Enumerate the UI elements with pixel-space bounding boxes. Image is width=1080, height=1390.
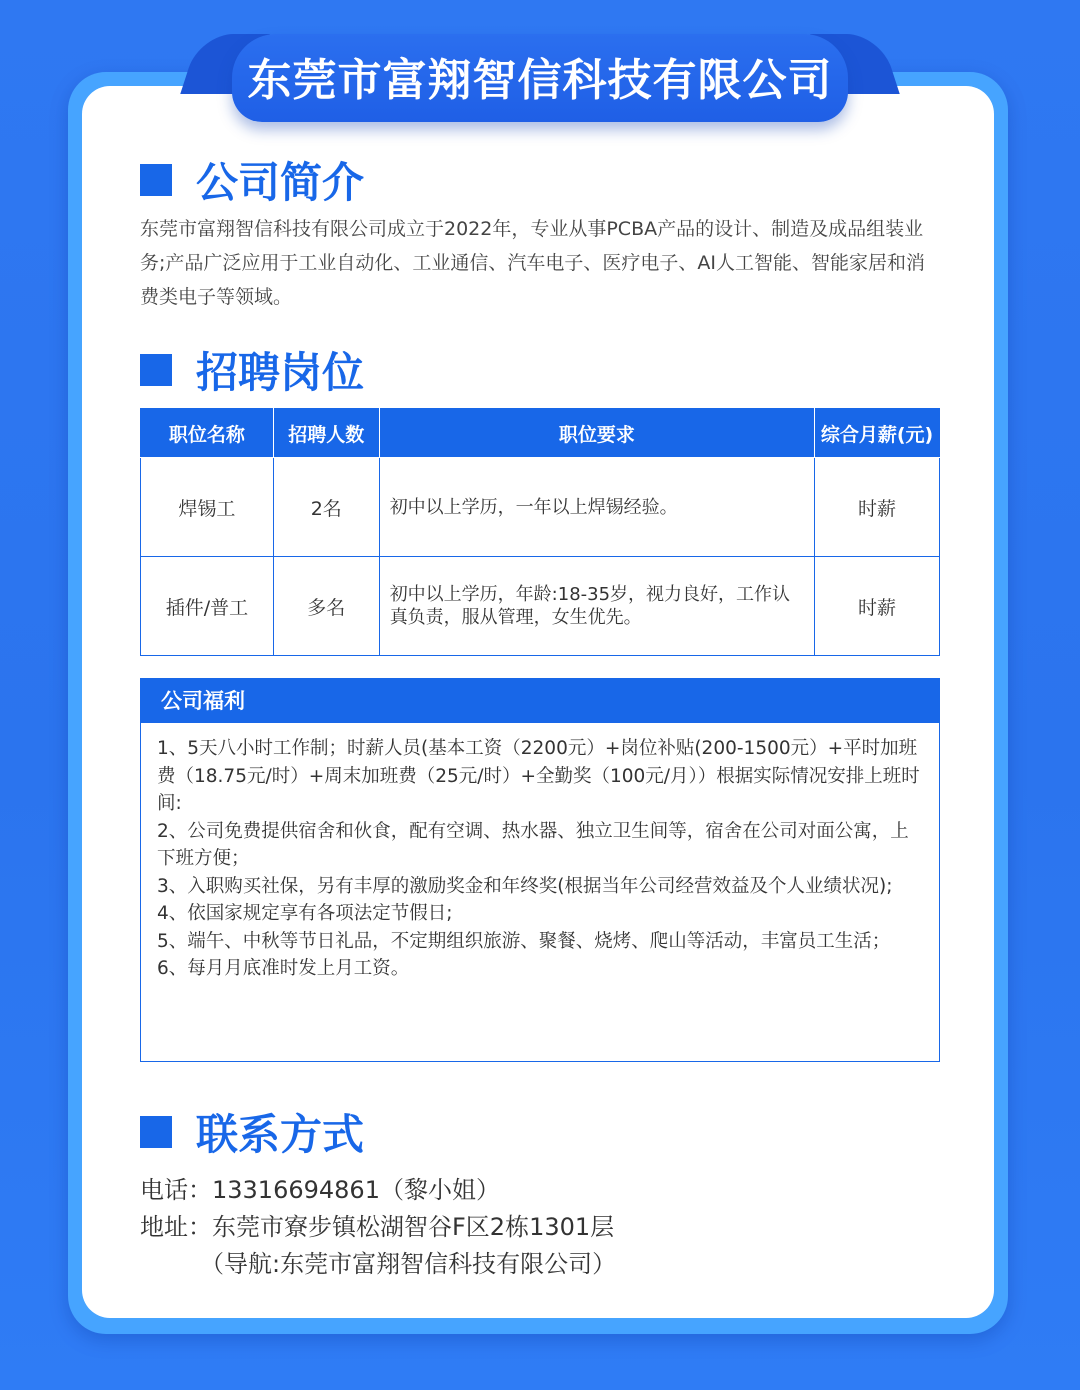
column-header: 职位要求 bbox=[379, 409, 814, 458]
jobs-heading-text: 招聘岗位 bbox=[196, 348, 365, 397]
table-row bbox=[141, 557, 940, 656]
benefit-item: 3、入职购买社保，另有丰厚的激励奖金和年终奖(根据当年公司经营效益及个人业绩状况); bbox=[157, 875, 893, 897]
contact-heading-text: 联系方式 bbox=[196, 1110, 365, 1159]
jobs-table bbox=[140, 408, 940, 656]
job-count: 2名 bbox=[273, 458, 379, 557]
intro-heading-text: 公司简介 bbox=[196, 158, 365, 207]
job-count: 多名 bbox=[273, 557, 379, 656]
job-name: 焊锡工 bbox=[141, 458, 274, 557]
job-name: 插件/普工 bbox=[141, 557, 274, 656]
benefit-item: 1、5天八小时工作制；时薪人员(基本工资（2200元）+岗位补贴(200-1500元）+平时加班费（18.75元/时）+周末加班费（25元/时）+全勤奖（100元/月））根据实际情况安排上班时间: bbox=[157, 738, 920, 814]
square-bullet-icon bbox=[140, 164, 172, 196]
job-requirement: 初中以上学历，一年以上焊锡经验。 bbox=[379, 458, 814, 557]
benefits-heading: 公司福利 bbox=[141, 679, 939, 723]
contact-navigation: （导航:东莞市富翔智信科技有限公司） bbox=[200, 1250, 617, 1278]
column-header: 职位名称 bbox=[141, 409, 274, 458]
square-bullet-icon bbox=[140, 1116, 172, 1148]
benefit-item: 6、每月月底准时发上月工资。 bbox=[157, 958, 410, 979]
job-salary: 时薪 bbox=[815, 458, 940, 557]
contact-address: 地址：东莞市寮步镇松湖智谷F区2栋1301层 bbox=[140, 1213, 615, 1241]
benefit-item: 2、公司免费提供宿舍和伙食，配有空调、热水器、独立卫生间等，宿舍在公司对面公寓，上下班方便； bbox=[157, 820, 909, 869]
intro-text: 东莞市富翔智信科技有限公司成立于2022年，专业从事PCBA产品的设计、制造及成品组装业务;产品广泛应用于工业自动化、工业通信、汽车电子、医疗电子、AI人工智能、智能家居和消费类电子等领域。 bbox=[140, 218, 926, 308]
job-salary: 时薪 bbox=[815, 557, 940, 656]
column-header: 综合月薪(元) bbox=[815, 409, 940, 458]
table-row bbox=[141, 458, 940, 557]
square-bullet-icon bbox=[140, 354, 172, 386]
benefits-box bbox=[140, 678, 940, 1062]
job-requirement: 初中以上学历，年龄:18-35岁，视力良好，工作认真负责，服从管理，女生优先。 bbox=[379, 557, 814, 656]
benefits-list bbox=[141, 723, 939, 983]
benefit-item: 4、依国家规定享有各项法定节假日; bbox=[157, 903, 453, 924]
company-title: 东莞市富翔智信科技有限公司 bbox=[247, 55, 833, 106]
benefit-item: 5、端午、中秋等节日礼品，不定期组织旅游、聚餐、烧烤、爬山等活动，丰富员工生活； bbox=[157, 930, 891, 952]
table-header-row bbox=[141, 409, 940, 458]
contact-phone: 电话：13316694861（黎小姐） bbox=[140, 1176, 500, 1204]
column-header: 招聘人数 bbox=[273, 409, 379, 458]
